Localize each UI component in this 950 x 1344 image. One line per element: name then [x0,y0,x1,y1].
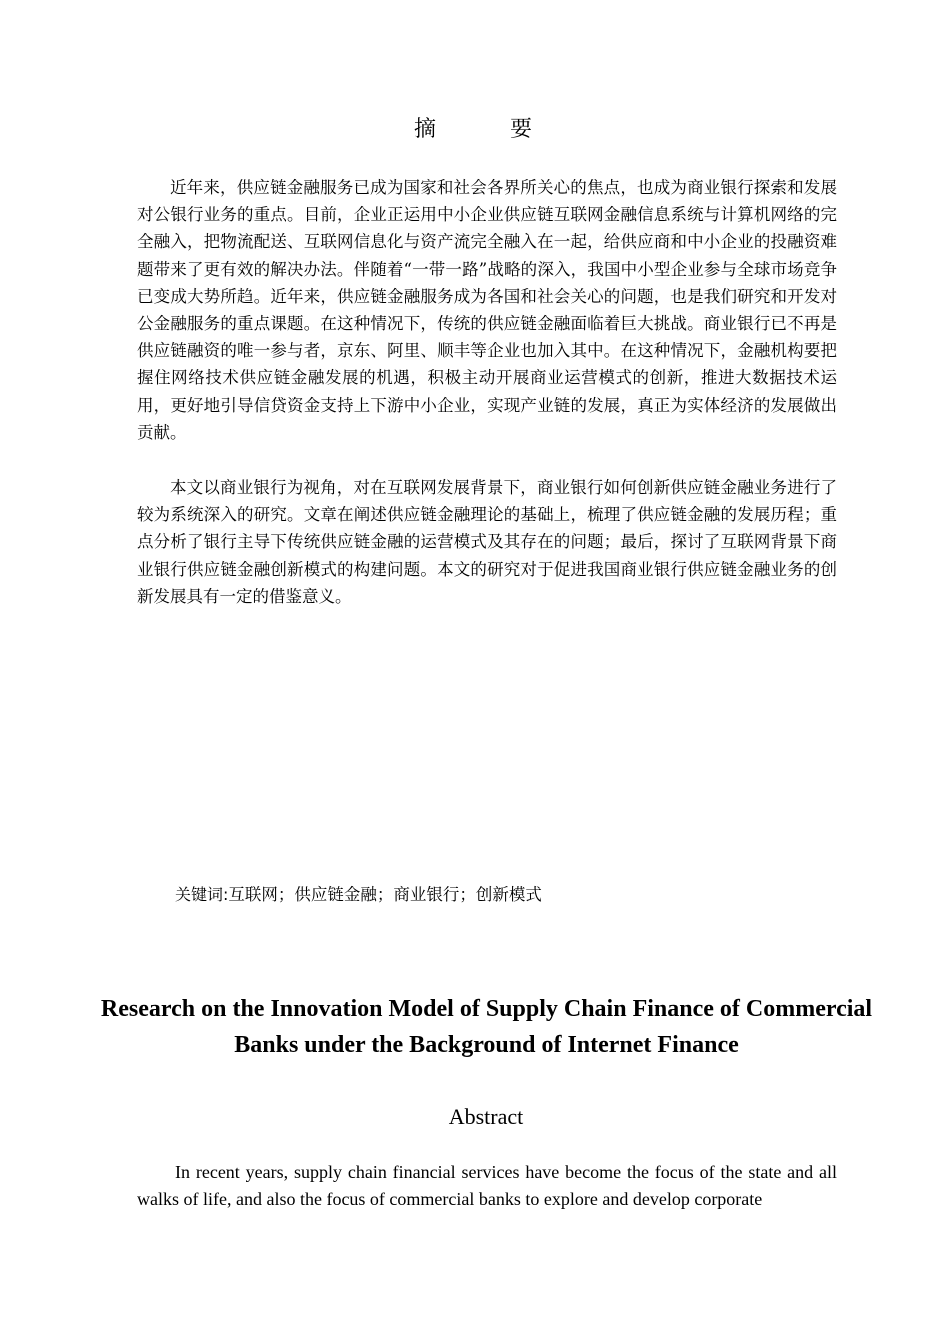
chinese-abstract-paragraph-2 [137,474,837,610]
english-abstract-paragraph [137,1159,837,1213]
chinese-abstract-paragraph-1 [137,174,837,446]
chinese-abstract-paragraph-1-text: 近年来，供应链金融服务已成为国家和社会各界所关心的焦点，也成为商业银行探索和发展对公银行业务的重点。目前，企业正运用中小企业供应链互联网金融信息系统与计算机网络的完全融入，把物流配送、互联网信息化与资产流完全融入在一起，给供应商和中小企业的投融资难题带来了更有效的解决办法。伴随着“一带一路”战略的深入，我国中小型企业参与全球市场竞争已变成大势所趋。近年来，供应链金融服务成为各国和社会关心的问题，也是我们研究和开发对公金融服务的重点课题。在这种情况下，传统的供应链金融面临着巨大挑战。商业银行已不再是供应链融资的唯一参与者，京东、阿里、顺丰等企业也加入其中。在这种情况下，金融机构要把握住网络技术供应链金融发展的机遇，积极主动开展商业运营模式的创新，推进大数据技术运用，更好地引导信贷资金支持上下游中小企业，实现产业链的发展，真正为实体经济的发展做出贡献。 [137,178,837,442]
english-paper-title: Research on the Innovation Model of Supply Chain Finance of Commercial Banks under the Background of Internet Finance [100,996,873,1058]
english-abstract-heading: Abstract [448,1104,524,1129]
chinese-abstract-paragraph-2-text: 本文以商业银行为视角，对在互联网发展背景下，商业银行如何创新供应链金融业务进行了较为系统深入的研究。文章在阐述供应链金融理论的基础上，梳理了供应链金融的发展历程；重点分析了银行主导下传统供应链金融的运营模式及其存在的问题；最后，探讨了互联网背景下商业银行供应链金融创新模式的构建问题。本文的研究对于促进我国商业银行供应链金融业务的创新发展具有一定的借鉴意义。 [137,478,837,606]
keywords-separator: : [223,885,229,904]
keywords-list: 互联网；供应链金融；商业银行；创新模式 [228,885,542,904]
chinese-abstract-title: 摘 要 [413,117,558,142]
chinese-keywords [175,882,835,908]
keywords-label: 关键词 [175,885,224,904]
english-abstract-paragraph-text: In recent years, supply chain financial services have become the focus of the state and all walks of life, and also the focus of commercial banks to explore and develop corporate [137,1162,837,1209]
